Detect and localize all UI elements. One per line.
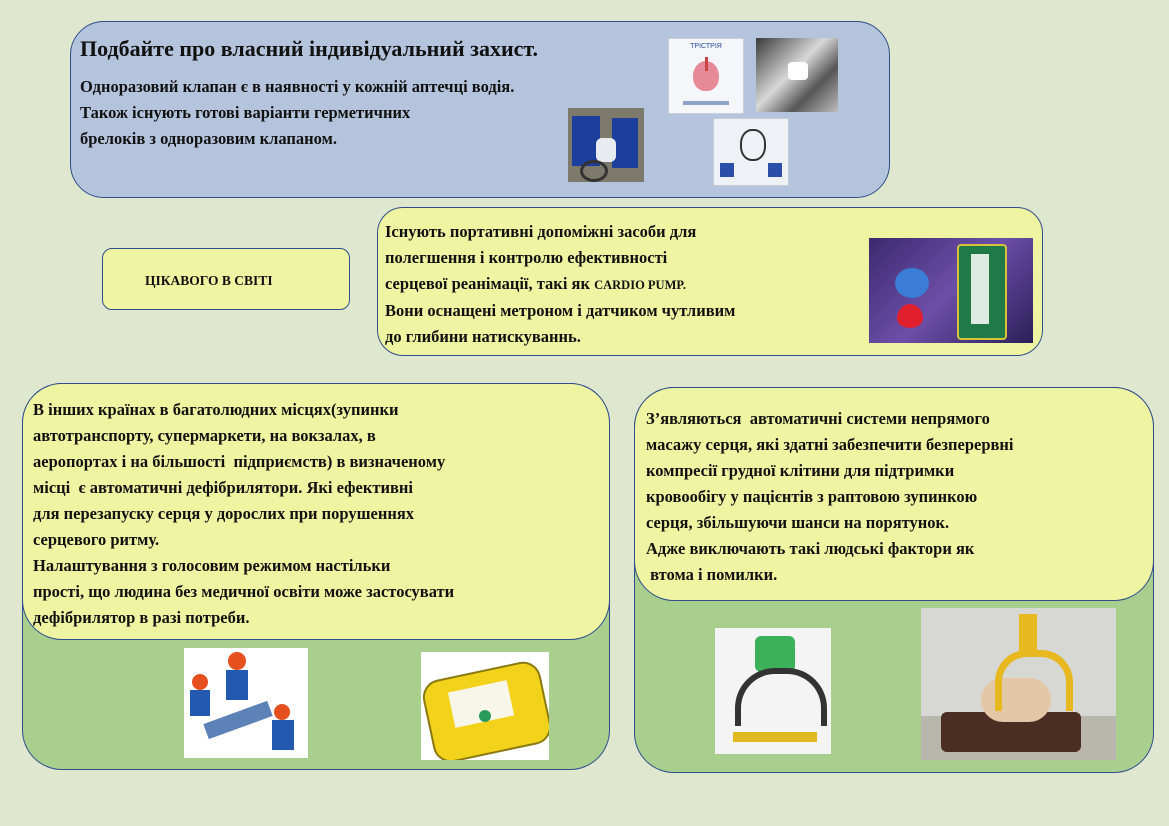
text-line: прості, що людина без медичної освіти може застосувати (33, 582, 455, 601)
defibrillator-text-box (22, 383, 610, 640)
text-line: серця, збільшуючи шанси на порятунок. (646, 513, 950, 532)
text-line: кровообігу у пацієнтів з раптовою зупинкою (646, 487, 978, 506)
aed-device-image (421, 652, 549, 760)
cardio-pump-name: CARDIO PUMP. (594, 278, 686, 292)
text-line: Також існують готові варіанти герметичних (80, 103, 411, 122)
cpr-machine-text (646, 406, 1014, 588)
text-line: Існують портативні допоміжні засоби для (385, 222, 697, 241)
text-line: Адже виключають такі людські фактори як (646, 539, 975, 558)
chest-compression-device-image (715, 628, 831, 754)
valve-bag-image (756, 38, 838, 112)
cpr-machine-on-mannequin-image (921, 608, 1116, 760)
text-line: дефібрилятор в разі потреби. (33, 608, 250, 627)
interesting-label (102, 248, 350, 310)
protection-text (80, 74, 514, 152)
face-shield-image (713, 118, 789, 186)
text-line: Вони оснащені метроном і датчиком чутливим (385, 301, 736, 320)
valve-package-image (668, 38, 744, 114)
panel-title: Подбайте про власний індивідуальний захист. (80, 36, 539, 61)
text-line: Одноразовий клапан є в наявності у кожній аптечці водія. (80, 77, 515, 96)
text-line: серцевого ритму. (33, 530, 160, 549)
text-line: автотранспорту, супермаркети, на вокзалах, в (33, 426, 376, 445)
text-line: аеропортах і на більшості підприємств) в визначеному (33, 452, 446, 471)
text-line: В інших країнах в багатолюдних місцях(зупинки (33, 400, 399, 419)
label-text: ЦІКАВОГО В СВІТІ (145, 273, 273, 288)
cpr-machine-text-box (634, 387, 1154, 601)
text-prefix: серцевої реанімації, такі як (385, 274, 595, 293)
text-line: З’являються автоматичні системи непрямого (646, 409, 990, 428)
text-line (385, 271, 735, 298)
valve-package-label: ТРІСТРІЯ (690, 43, 722, 50)
rescuers-illustration (184, 648, 308, 758)
text-line: брелоків з одноразовим клапаном. (80, 129, 337, 148)
text-line: масажу серця, які здатні забезпечити безперервні (646, 435, 1014, 454)
keychain-image (568, 108, 644, 182)
defibrillator-text (33, 397, 454, 631)
text-line: компресії грудної клітини для підтримки (646, 461, 955, 480)
text-line: місці є автоматичні дефібрилятори. Які ефективні (33, 478, 413, 497)
cardio-text (385, 219, 735, 350)
cardio-pump-image (869, 238, 1033, 343)
text-line: полегшення і контролю ефективності (385, 248, 668, 267)
text-line: Налаштування з голосовим режимом настільки (33, 556, 391, 575)
text-line: для перезапуску серця у дорослих при порушеннях (33, 504, 415, 523)
text-line: втома і помилки. (646, 565, 778, 584)
text-line: до глибини натискуваннь. (385, 327, 581, 346)
